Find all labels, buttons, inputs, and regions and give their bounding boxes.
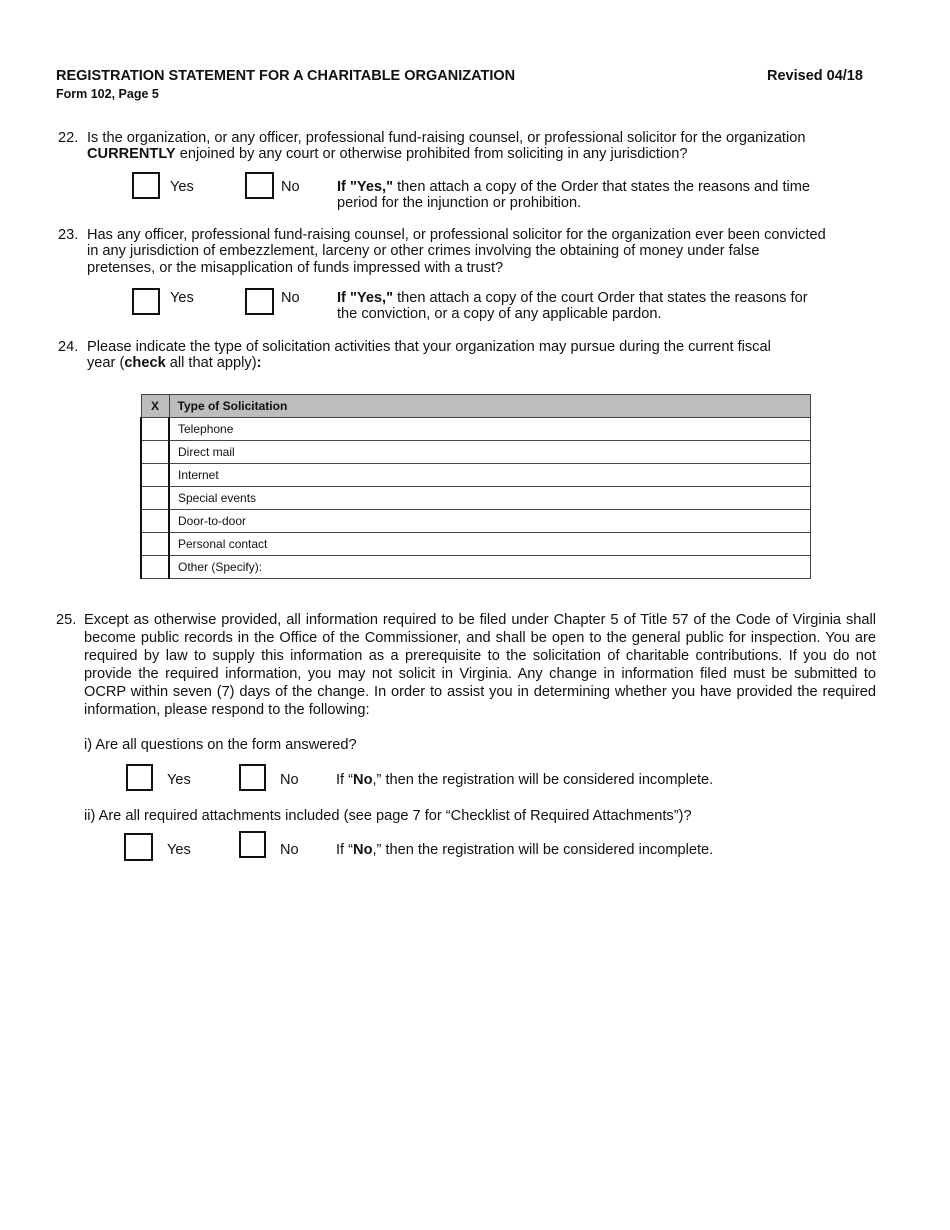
revision-date: Revised 04/18 [767, 68, 863, 84]
solicitation-checkbox-special-events[interactable] [141, 487, 169, 510]
q22-no-label: No [281, 179, 300, 195]
table-row [141, 441, 811, 464]
question-text [87, 130, 805, 163]
emphasis-text: No [353, 842, 373, 858]
emphasis-text: : [256, 355, 262, 372]
q25i-instruction [336, 772, 713, 788]
q22-yes-label: Yes [170, 179, 194, 195]
q25i-yes-label: Yes [167, 772, 191, 788]
form-page-label: Form 102, Page 5 [56, 87, 159, 101]
q25ii-instruction [336, 842, 713, 858]
solicitation-type-label: Other (Specify): [169, 556, 811, 579]
sub-question-i: i) Are all questions on the form answered? [84, 737, 357, 753]
question-number: 25. [56, 612, 77, 628]
q25ii-no-label: No [280, 842, 299, 858]
q25ii-yes-checkbox[interactable] [124, 833, 153, 861]
table-header-row [141, 395, 811, 418]
sub-question-ii: ii) Are all required attachments included (see page 7 for “Checklist of Required Attachments”)? [84, 808, 692, 824]
table-row [141, 533, 811, 556]
emphasis-text: check [124, 355, 166, 372]
instruction-line [337, 290, 808, 306]
emphasis-text: No [353, 772, 373, 788]
instruction-line [337, 179, 810, 195]
q23-yes-checkbox[interactable] [132, 288, 160, 315]
solicitation-type-table [140, 394, 811, 579]
solicitation-checkbox-door-to-door[interactable] [141, 510, 169, 533]
form-title: REGISTRATION STATEMENT FOR A CHARITABLE ORGANIZATION [56, 68, 516, 84]
solicitation-checkbox-other[interactable] [141, 556, 169, 579]
q25i-no-checkbox[interactable] [239, 764, 266, 791]
q23-yes-label: Yes [170, 290, 194, 306]
emphasis-text: If "Yes," [337, 179, 394, 195]
question-line [87, 355, 771, 371]
solicitation-type-label: Direct mail [169, 441, 811, 464]
q25i-yes-checkbox[interactable] [126, 764, 153, 791]
question-line: Please indicate the type of solicitation activities that your organization may pursue during the current fiscal [87, 339, 771, 355]
q23-no-label: No [281, 290, 300, 306]
solicitation-checkbox-personal-contact[interactable] [141, 533, 169, 556]
instruction-text: then attach a copy of the Order that states the reasons and time [393, 179, 811, 195]
instruction-line: period for the injunction or prohibition. [337, 195, 582, 212]
question-text-part: year ( [87, 355, 125, 372]
question-number: 22. [58, 130, 79, 146]
solicitation-checkbox-direct-mail[interactable] [141, 441, 169, 464]
solicitation-type-label: Telephone [169, 418, 811, 441]
solicitation-type-label: Internet [169, 464, 811, 487]
table-row [141, 464, 811, 487]
solicitation-type-label: Door-to-door [169, 510, 811, 533]
question-line [87, 146, 805, 162]
table-row [141, 487, 811, 510]
solicitation-type-label: Personal contact [169, 533, 811, 556]
q25ii-no-checkbox[interactable] [239, 831, 266, 858]
table-row [141, 510, 811, 533]
question-text-part: all that apply) [165, 355, 257, 372]
instruction-text: ,” then the registration will be considered incomplete. [372, 842, 714, 858]
instruction-text: then attach a copy of the court Order that states the reasons for [393, 290, 808, 306]
emphasis-text: CURRENTLY [87, 146, 176, 163]
instruction-text: If “ [336, 772, 354, 788]
column-header-type: Type of Solicitation [169, 395, 811, 418]
q22-no-checkbox[interactable] [245, 172, 274, 199]
table-row [141, 556, 811, 579]
column-header-x: X [141, 395, 169, 418]
question-line-rest: enjoined by any court or otherwise prohibited from soliciting in any jurisdiction? [175, 146, 688, 163]
emphasis-text: If "Yes," [337, 290, 394, 306]
question-text: Except as otherwise provided, all information required to be filed under Chapter 5 of Title 57 of the Code of Virginia shall become public records in the Office of the Commissioner, and shall be open to the general public for inspection. You are required by law to supply this information as a prerequisite to the solicitation of charitable contributions. If you do not provide the required information, you may not solicit in Virginia. Any change in information filed must be submitted to OCRP within seven (7) days of the change. In order to assist you in determining whether you have provided the required information, please respond to the following: [84, 612, 876, 718]
q23-no-checkbox[interactable] [245, 288, 274, 315]
q25i-no-label: No [280, 772, 299, 788]
q22-yes-checkbox[interactable] [132, 172, 160, 199]
q22-instruction [337, 179, 810, 211]
question-line: Is the organization, or any officer, professional fund-raising counsel, or professional solicitor for the organization [87, 130, 806, 146]
question-line: Has any officer, professional fund-raising counsel, or professional solicitor for the organization ever been convicted [87, 227, 826, 243]
question-line: pretenses, or the misapplication of funds impressed with a trust? [87, 259, 504, 276]
question-text [87, 227, 826, 276]
question-line: in any jurisdiction of embezzlement, larceny or other crimes involving the obtaining of money under false [87, 243, 760, 260]
solicitation-checkbox-telephone[interactable] [141, 418, 169, 441]
table-row [141, 418, 811, 441]
solicitation-checkbox-internet[interactable] [141, 464, 169, 487]
instruction-line: the conviction, or a copy of any applicable pardon. [337, 306, 662, 323]
question-text [87, 339, 771, 372]
q25ii-yes-label: Yes [167, 842, 191, 858]
q23-instruction [337, 290, 808, 322]
question-number: 24. [58, 339, 79, 355]
question-number: 23. [58, 227, 79, 243]
instruction-text: ,” then the registration will be considered incomplete. [372, 772, 714, 788]
solicitation-type-label: Special events [169, 487, 811, 510]
instruction-text: If “ [336, 842, 354, 858]
